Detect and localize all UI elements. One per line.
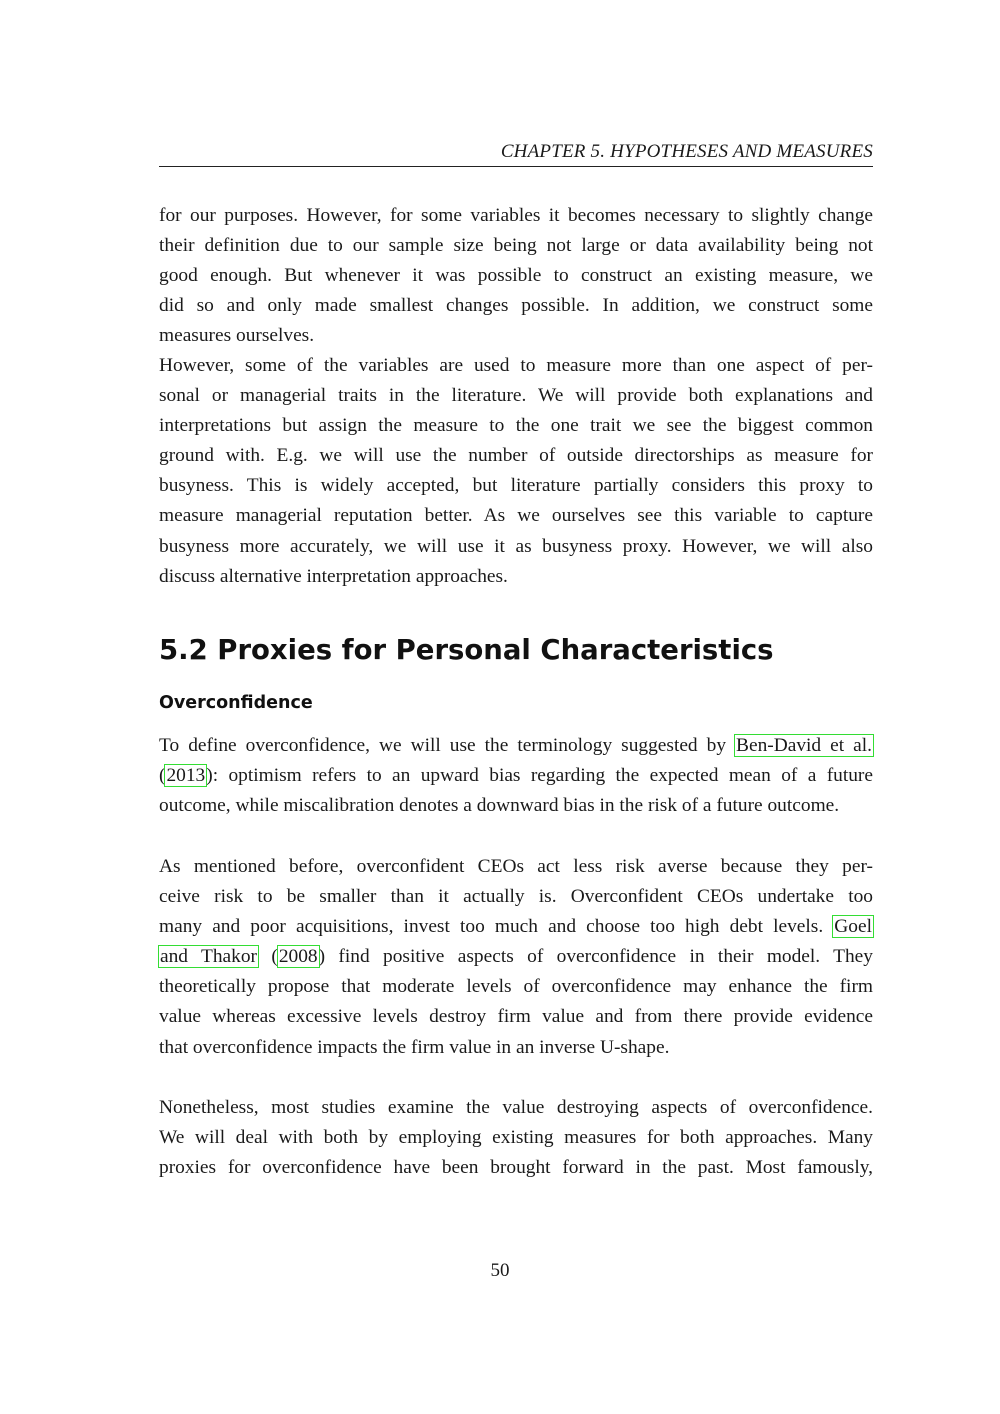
text-line: However, some of the variables are used to measure more than one aspect of per- <box>159 355 873 376</box>
text-line: that overconfidence impacts the firm value in an inverse U-shape. <box>159 1036 670 1058</box>
text-line: proxies for overconfidence have been brought forward in the past. Most famously, <box>159 1157 873 1179</box>
intro-paragraph-1 <box>159 201 873 351</box>
citation-and-thakor[interactable]: and Thakor <box>160 946 257 968</box>
citation-goel[interactable]: Goel <box>834 916 872 938</box>
citation-year-2013[interactable]: 2013 <box>166 765 206 787</box>
text-run: ( <box>258 946 278 968</box>
text-line: As mentioned before, overconfident CEOs act less risk averse because they per- <box>159 856 873 877</box>
text-line: for our purposes. However, for some variables it becomes necessary to slightly change <box>159 205 873 226</box>
citation-ben-david[interactable]: Ben-David et al. <box>736 735 872 756</box>
text-line <box>159 942 873 972</box>
text-line: busyness. This is widely accepted, but literature partially considers this proxy to <box>159 475 873 497</box>
text-line: ceive risk to be smaller than it actually is. Overconfident CEOs undertake too <box>159 886 873 908</box>
text-line: outcome, while miscalibration denotes a downward bias in the risk of a future outcome. <box>159 795 840 817</box>
intro-paragraph-2 <box>159 351 873 592</box>
text-line: measures ourselves. <box>159 325 315 347</box>
text-line: sonal or managerial traits in the literature. We will provide both explanations and <box>159 385 873 407</box>
text-run: ): optimism refers to an upward bias regarding the expected mean of a future <box>206 765 873 787</box>
running-header <box>159 140 873 167</box>
running-head-text: CHAPTER 5. HYPOTHESES AND MEASURES <box>500 141 873 162</box>
text-line <box>159 912 873 942</box>
text-line: value whereas excessive levels destroy firm value and from there provide evidence <box>159 1006 873 1028</box>
text-line: good enough. But whenever it was possible to construct an existing measure, we <box>159 265 873 287</box>
text-run: ) find positive aspects of overconfidence in their model. They <box>318 946 873 968</box>
text-line <box>159 731 873 761</box>
overconfidence-paragraph-1 <box>159 731 873 821</box>
section-title: 5.2 Proxies for Personal Characteristics <box>159 634 774 666</box>
text-line: busyness more accurately, we will use it as busyness proxy. However, we will also <box>159 535 873 557</box>
text-run: To define overconfidence, we will use the terminology suggested by <box>159 735 736 756</box>
text-line: ground with. E.g. we will use the number of outside directorships as measure for <box>159 445 873 467</box>
text-line: their definition due to our sample size being not large or data availability being not <box>159 235 873 257</box>
page-number: 50 <box>490 1260 510 1281</box>
text-line: We will deal with both by employing existing measures for both approaches. Many <box>159 1127 873 1149</box>
subsection-title: Overconfidence <box>159 693 313 713</box>
text-line: measure managerial reputation better. As we ourselves see this variable to capture <box>159 505 873 527</box>
overconfidence-paragraph-2 <box>159 852 873 1063</box>
citation-year-2008[interactable]: 2008 <box>278 946 318 968</box>
text-run: many and poor acquisitions, invest too much and choose too high debt levels. <box>159 916 834 938</box>
overconfidence-paragraph-3 <box>159 1093 873 1183</box>
text-line: interpretations but assign the measure to the one trait we see the biggest common <box>159 415 873 437</box>
text-line: discuss alternative interpretation approaches. <box>159 565 508 587</box>
text-line: theoretically propose that moderate levels of overconfidence may enhance the firm <box>159 976 873 998</box>
text-line <box>159 761 873 791</box>
text-run: ( <box>159 765 166 787</box>
text-line: did so and only made smallest changes possible. In addition, we construct some <box>159 295 873 317</box>
text-line: Nonetheless, most studies examine the value destroying aspects of overconfidence. <box>159 1097 873 1118</box>
